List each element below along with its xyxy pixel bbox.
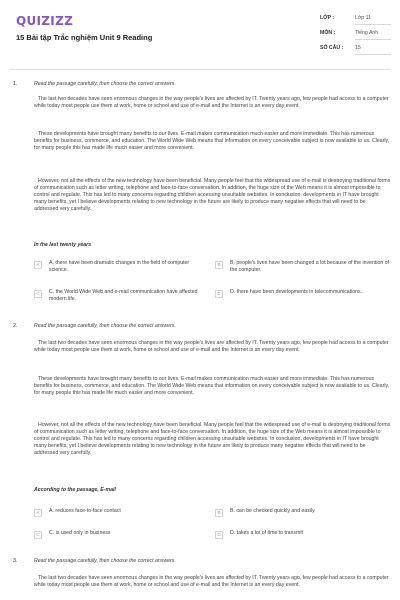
question-stem: In the last twenty years	[34, 242, 92, 248]
document-header	[0, 0, 400, 66]
option-letter-box: A	[34, 509, 42, 517]
option-letter-box: D	[215, 290, 223, 298]
option-letter-box: D	[215, 531, 223, 539]
passage-paragraph-1: The last two decades have seen enormous changes in the way people's lives are affected by IT. Twenty years ago, few people had access to a computer while today most people use them at work, home or school and use of e-mail and the Internet is an every day event.	[34, 575, 389, 588]
option-text: C. the World Wide Web and e-mail communication have affected modern life.	[49, 289, 198, 302]
option-text: C. is used only in business	[49, 530, 111, 536]
option-letter-box: B	[215, 509, 223, 517]
passage-paragraph-1: The last two decades have seen enormous changes in the way people's lives are affected by IT. Twenty years ago, few people had access to a computer while today most people use them at work, home or school and use of e-mail and the Internet is an every day event.	[34, 340, 389, 353]
option-text: B. people's lives have been changed a lot because of the invention of the computer.	[230, 260, 390, 273]
question-instruction: Read the passage carefully, then choose the correct answers.	[34, 558, 176, 564]
passage-paragraph-1: The last two decades have seen enormous changes in the way people's lives are affected by IT. Twenty years ago, few people had access to a computer while today most people use them at work, home or school and use of e-mail and the Internet is an every day event.	[34, 96, 389, 109]
option-text: D. takes a lot of time to transmit	[230, 530, 303, 536]
question-number: 3.	[13, 558, 18, 564]
option-text: A. reduces face-to-face contact	[49, 508, 121, 514]
subject-value: Tiếng Anh	[355, 30, 391, 40]
class-label: LỚP :	[320, 15, 335, 21]
option-letter-box: C	[34, 290, 42, 298]
subject-label: MÔN :	[320, 30, 336, 36]
question-instruction: Read the passage carefully, then choose the correct answers.	[34, 323, 176, 329]
option-text: A. there have been dramatic changes in the field of computer science.	[49, 260, 190, 273]
passage-paragraph-3: However, not all the effects of the new technology have been beneficial. Many people feel that the widespread use of e-mail is destroying traditional forms of communication such as letter writing, telephone and face-to-face conversation. In addition, the huge size of the Web means it is almost impossible to control and regulate. This has led to many concerns regarding children accessing unsuitable websites. In conclusion, developments in IT have brought many benefits, yet I believe developments relating to new technology in the future are likely to produce many negative effects that will need to be addressed very carefully.	[34, 178, 391, 212]
question-count-value: 15	[355, 45, 391, 55]
question-number: 1.	[13, 81, 18, 87]
passage-paragraph-2: These developments have brought many benefits to our lives. E-mail makes communication much easier and more immediate. This has numerous benefits for business, commerce, and education. The World Wide Web means that information on every conceivable subject is now available to us. Clearly, for many people this has made life much easier and more convenient.	[34, 376, 390, 396]
quizizz-logo: QUIZIZZ	[16, 14, 74, 28]
option-text: B. can be checked quickly and easily	[230, 508, 315, 514]
document-title: 15 Bài tập Trắc nghiệm Unit 9 Reading	[16, 33, 153, 42]
passage-paragraph-3: However, not all the effects of the new technology have been beneficial. Many people feel that the widespread use of e-mail is destroying traditional forms of communication such as letter writing, telephone and face-to-face conversation. In addition, the huge size of the Web means it is almost impossible to control and regulate. This has led to many concerns regarding children accessing unsuitable websites. In conclusion, developments in IT have brought many benefits, yet I believe developments relating to new technology in the future are likely to produce many negative effects that will need to be addressed very carefully.	[34, 422, 391, 456]
question-instruction: Read the passage carefully, then choose the correct answers.	[34, 81, 176, 87]
class-value: Lớp 11	[355, 15, 391, 25]
question-number: 2.	[13, 323, 18, 329]
passage-paragraph-2: These developments have brought many benefits to our lives. E-mail makes communication much easier and more immediate. This has numerous benefits for business, commerce, and education. The World Wide Web means that information on every conceivable subject is now available to us. Clearly, for many people this has made life much easier and more convenient.	[34, 131, 390, 151]
question-stem: According to the passage, E-mail	[34, 487, 116, 493]
option-letter-box: C	[34, 531, 42, 539]
question-count-label: SỐ CÂU :	[320, 45, 344, 51]
option-letter-box: B	[215, 261, 223, 269]
option-text: D. there have been developments in telecommunications.	[230, 289, 363, 295]
header-divider	[10, 69, 390, 70]
option-letter-box: A	[34, 261, 42, 269]
